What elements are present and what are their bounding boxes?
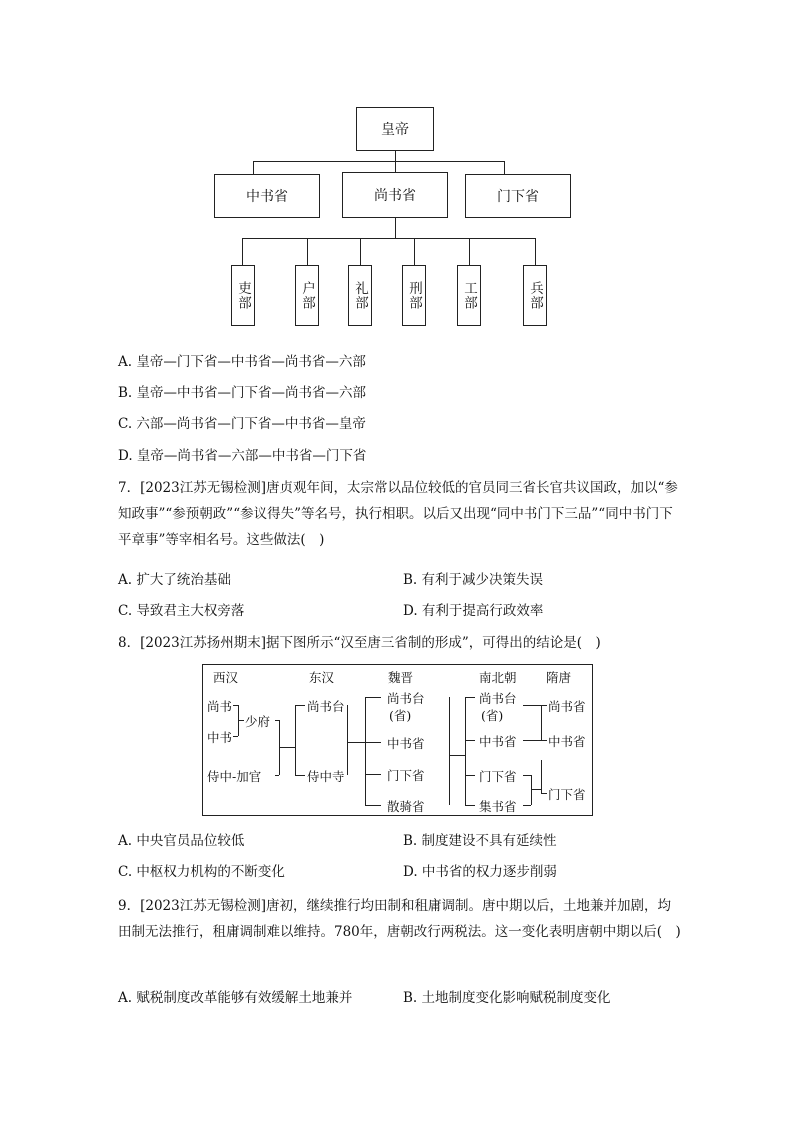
suitang-shangshusheng: 尚书省 — [548, 699, 586, 714]
ministry-li2: 礼部 — [348, 265, 372, 326]
q7-option-a: A. 扩大了统治基础 — [118, 572, 231, 588]
q9-option-b: B. 土地制度变化影响赋税制度变化 — [403, 990, 611, 1006]
period-suitang: 隋唐 — [546, 670, 572, 685]
weijin-sanqisheng: 散骑省 — [387, 799, 425, 814]
emperor-box: 皇帝 — [356, 107, 434, 151]
q9-stem: 9．[2023江苏无锡检测]唐初，继续推行均田制和租庸调制。唐中期以后，土地兼并加剧，均田制无法推行，租庸调制难以维持。780年，唐朝改行两税法。这一变化表明唐朝中期以后( ) — [118, 898, 681, 940]
donghan-shizhongsi: 侍中寺 — [307, 769, 345, 784]
nbc-zhongshusheng: 中书省 — [479, 734, 517, 749]
weijin-zhongshusheng: 中书省 — [387, 736, 425, 751]
shangshu-box: 尚书省 — [342, 172, 448, 218]
weijin-menxiasheng: 门下省 — [387, 768, 425, 783]
q6-option-b: B. 皇帝—中书省—门下省—尚书省—六部 — [118, 385, 367, 401]
xihan-shizhong: 侍中-加官 — [207, 769, 262, 784]
nbc-sheng: (省) — [481, 708, 504, 723]
period-weijin: 魏晋 — [388, 670, 414, 685]
suitang-zhongshusheng: 中书省 — [548, 734, 586, 749]
q7-option-b: B. 有利于减少决策失误 — [403, 572, 544, 588]
zhongshu-box: 中书省 — [214, 174, 320, 218]
q8-option-a: A. 中央官员品位较低 — [118, 833, 245, 849]
q8-option-d: D. 中书省的权力逐步削弱 — [403, 864, 557, 880]
xihan-shangshu: 尚书 — [207, 699, 233, 714]
xihan-shaofu: 少府 — [245, 714, 271, 729]
nbc-shangshutai: 尚书台 — [479, 691, 517, 706]
q6-option-d: D. 皇帝—尚书省—六部—中书省—门下省 — [118, 448, 367, 464]
q8-diagram — [202, 664, 593, 816]
weijin-sheng: (省) — [389, 708, 412, 723]
q8-option-c: C. 中枢权力机构的不断变化 — [118, 864, 285, 880]
nbc-menxiasheng: 门下省 — [479, 769, 517, 784]
q8-stem: 8．[2023江苏扬州期末]据下图所示“汉至唐三省制的形成”，可得出的结论是( ) — [118, 635, 601, 651]
q7-option-c: C. 导致君主大权旁落 — [118, 603, 245, 619]
menxia-box: 门下省 — [465, 174, 571, 218]
ministry-xing: 刑部 — [402, 265, 426, 326]
suitang-menxiasheng: 门下省 — [548, 787, 586, 802]
weijin-shangshutai: 尚书台 — [387, 691, 425, 706]
donghan-shangshutai: 尚书台 — [307, 699, 345, 714]
period-xihan: 西汉 — [213, 670, 239, 685]
period-donghan: 东汉 — [309, 670, 335, 685]
period-nanbeichao: 南北朝 — [479, 670, 517, 685]
q6-option-c: C. 六部—尚书省—门下省—中书省—皇帝 — [118, 416, 366, 432]
nbc-jishusheng: 集书省 — [479, 799, 517, 814]
q7-option-d: D. 有利于提高行政效率 — [403, 603, 544, 619]
q9-option-a: A. 赋税制度改革能够有效缓解土地兼并 — [118, 990, 353, 1006]
ministry-hu: 户部 — [295, 265, 319, 326]
q8-option-b: B. 制度建设不具有延续性 — [403, 833, 557, 849]
xihan-zhongshu: 中书 — [207, 730, 233, 745]
q6-option-a: A. 皇帝—门下省—中书省—尚书省—六部 — [118, 354, 366, 370]
ministry-li: 吏部 — [231, 265, 255, 326]
q7-stem: 7．[2023江苏无锡检测]唐贞观年间，太宗常以品位较低的官员同三省长官共议国政，加以“参知政事”“参预朝政”“参议得失”等名号，执行相职。以后又出现“同中书门下三品”“同中书门下平章事”等宰相名号。这些做法( ) — [118, 480, 678, 548]
ministry-gong: 工部 — [457, 265, 481, 326]
ministry-bing: 兵部 — [523, 265, 547, 326]
